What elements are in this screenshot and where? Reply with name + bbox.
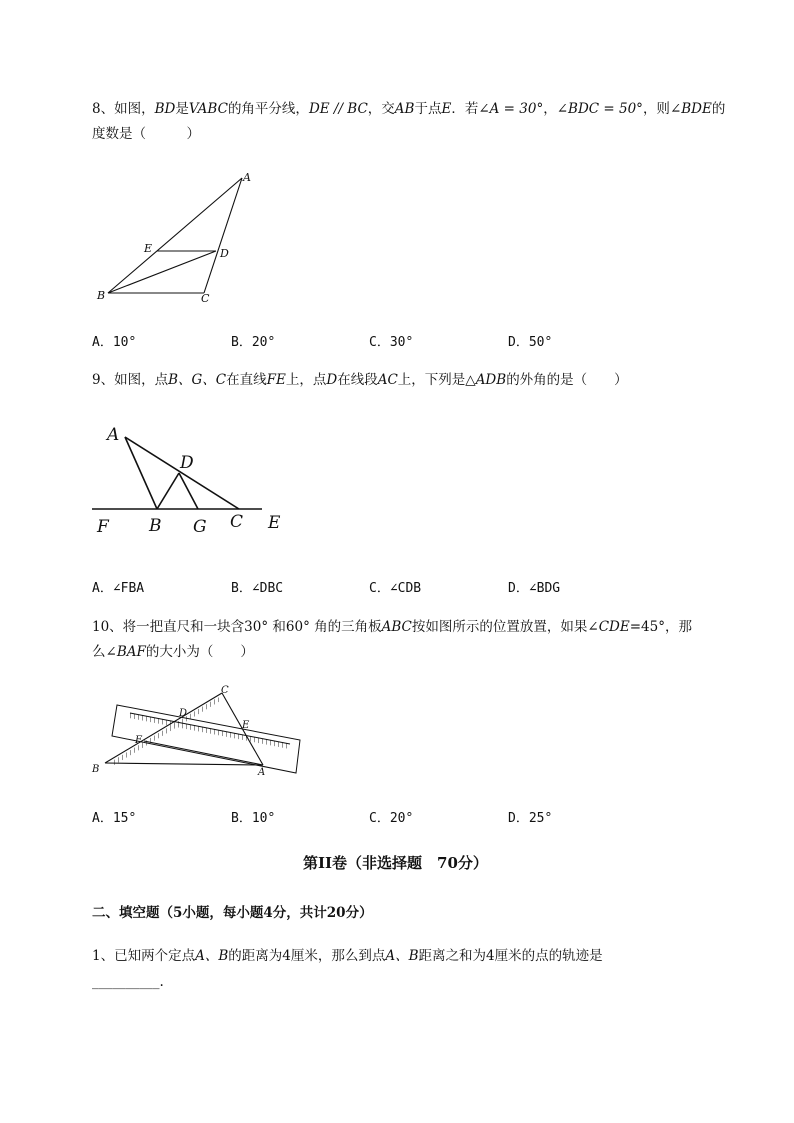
q8-text: ，交 bbox=[367, 101, 395, 117]
q10-label-f: F bbox=[135, 735, 142, 746]
q9-segment-dg bbox=[179, 473, 198, 509]
fill1-text: 的距离为4厘米，那么到点 bbox=[228, 948, 386, 964]
q8-option-b[interactable]: B．20° bbox=[231, 335, 276, 350]
q9-text: 上，下列是△ bbox=[397, 372, 476, 388]
q9-option-a[interactable]: A．∠FBA bbox=[92, 581, 145, 596]
q8-var: DE // BC bbox=[308, 101, 368, 117]
q8-label-a: A bbox=[243, 171, 251, 184]
q10-label-a: A bbox=[258, 767, 266, 778]
q10-text: 按如图所示的位置放置，如果∠ bbox=[411, 619, 599, 635]
q10-var: ABC bbox=[381, 619, 412, 635]
q9-text: 在直线 bbox=[226, 372, 267, 388]
q8-text: 于点 bbox=[414, 101, 442, 117]
q8-figure bbox=[92, 168, 262, 306]
part2-title: 第II卷（非选择题 70分） bbox=[303, 854, 488, 872]
fill1-stem bbox=[92, 944, 603, 968]
q8-option-a[interactable]: A．10° bbox=[92, 335, 137, 350]
fill1-var: A、B bbox=[385, 948, 419, 964]
q8-label-d: D bbox=[220, 247, 229, 260]
q10-var: BAF bbox=[116, 644, 146, 660]
q10-option-c[interactable]: C．20° bbox=[369, 811, 414, 826]
q8-var: AB bbox=[394, 101, 415, 117]
q10-segment-fa bbox=[144, 741, 263, 765]
q8-var: BD bbox=[154, 101, 176, 117]
q9-text: 9、如图，点 bbox=[92, 372, 169, 388]
q9-label-c: C bbox=[230, 512, 244, 532]
q10-text: 么∠ bbox=[92, 644, 117, 660]
q9-label-e: E bbox=[268, 513, 281, 533]
q8-text: ， bbox=[543, 101, 557, 117]
q10-segment-ba bbox=[105, 763, 263, 765]
q10-text: 的大小为（ ） bbox=[145, 644, 254, 660]
fill1-text: 1、已知两个定点 bbox=[92, 948, 196, 964]
q8-text: ，则 bbox=[642, 101, 670, 117]
q9-var: D bbox=[326, 372, 338, 388]
q8-stem-line1 bbox=[92, 97, 752, 121]
q8-text: 8、如图， bbox=[92, 101, 155, 117]
q8-text: 的角平分线， bbox=[227, 101, 309, 117]
q10-var: CDE bbox=[598, 619, 630, 635]
q9-option-b[interactable]: B．∠DBC bbox=[231, 581, 284, 596]
q9-var: FE bbox=[266, 372, 286, 388]
q8-label-b: B bbox=[97, 289, 106, 302]
q8-text: 的 bbox=[711, 101, 726, 117]
q10-ruler-ticks bbox=[129, 713, 290, 749]
q8-segment-bd bbox=[108, 251, 216, 293]
q10-stem-line2 bbox=[92, 640, 254, 664]
q9-stem bbox=[92, 368, 628, 392]
q9-figure bbox=[92, 418, 292, 538]
q8-segment-ac bbox=[204, 178, 242, 293]
fill1-var: A、B bbox=[195, 948, 229, 964]
q10-label-c: C bbox=[221, 685, 229, 696]
q9-text: 上，点 bbox=[285, 372, 327, 388]
q8-angle-bdc: ∠BDC = 50° bbox=[556, 101, 643, 117]
q9-option-c[interactable]: C．∠CDB bbox=[369, 581, 422, 596]
q8-stem-line2: 度数是（ ） bbox=[92, 126, 200, 142]
q10-stem-line1 bbox=[92, 615, 692, 639]
fill1-text: 距离之和为4厘米的点的轨迹是 bbox=[418, 948, 603, 964]
q8-segment-ab bbox=[108, 178, 242, 293]
q8-option-c[interactable]: C．30° bbox=[369, 335, 414, 350]
q9-var: ADB bbox=[475, 372, 507, 388]
q9-var: AC bbox=[377, 372, 398, 388]
q10-text: =45°，那 bbox=[629, 619, 692, 635]
q9-label-g: G bbox=[193, 517, 207, 537]
q8-text: ．若 bbox=[451, 101, 479, 117]
q9-label-d: D bbox=[180, 453, 194, 473]
q9-label-f: F bbox=[97, 517, 109, 537]
q8-var: VABC bbox=[188, 101, 228, 117]
q10-text: 10、将一把直尺和一块含30° 和60° 角的三角板 bbox=[92, 619, 382, 635]
q9-var: B、G、C bbox=[168, 372, 227, 388]
q9-text: 在线段 bbox=[337, 372, 378, 388]
q8-angle-bde: ∠BDE bbox=[669, 101, 712, 117]
q9-text: 的外角的是（ ） bbox=[506, 372, 628, 388]
fill1-answer-blank[interactable]: __________. bbox=[92, 974, 164, 990]
q10-figure bbox=[90, 683, 306, 779]
q8-text: 是 bbox=[175, 101, 189, 117]
q10-label-d: D bbox=[179, 708, 188, 719]
q10-option-a[interactable]: A．15° bbox=[92, 811, 137, 826]
q9-option-d[interactable]: D．∠BDG bbox=[508, 581, 561, 596]
q10-label-e: E bbox=[242, 720, 250, 731]
q8-option-d[interactable]: D．50° bbox=[508, 335, 553, 350]
q10-option-b[interactable]: B．10° bbox=[231, 811, 276, 826]
q10-label-b: B bbox=[92, 764, 100, 775]
q10-option-d[interactable]: D．25° bbox=[508, 811, 553, 826]
section2-title: 二、填空题（5小题，每小题4分，共计20分） bbox=[92, 905, 373, 921]
q9-label-a: A bbox=[107, 425, 120, 445]
q9-segment-bd bbox=[157, 473, 179, 509]
q8-label-e: E bbox=[144, 242, 153, 255]
q9-segment-ac bbox=[125, 437, 239, 509]
q8-angle-a: ∠A = 30° bbox=[478, 101, 544, 117]
q8-label-c: C bbox=[201, 292, 210, 305]
q9-label-b: B bbox=[149, 516, 162, 536]
q8-var: E bbox=[441, 101, 452, 117]
